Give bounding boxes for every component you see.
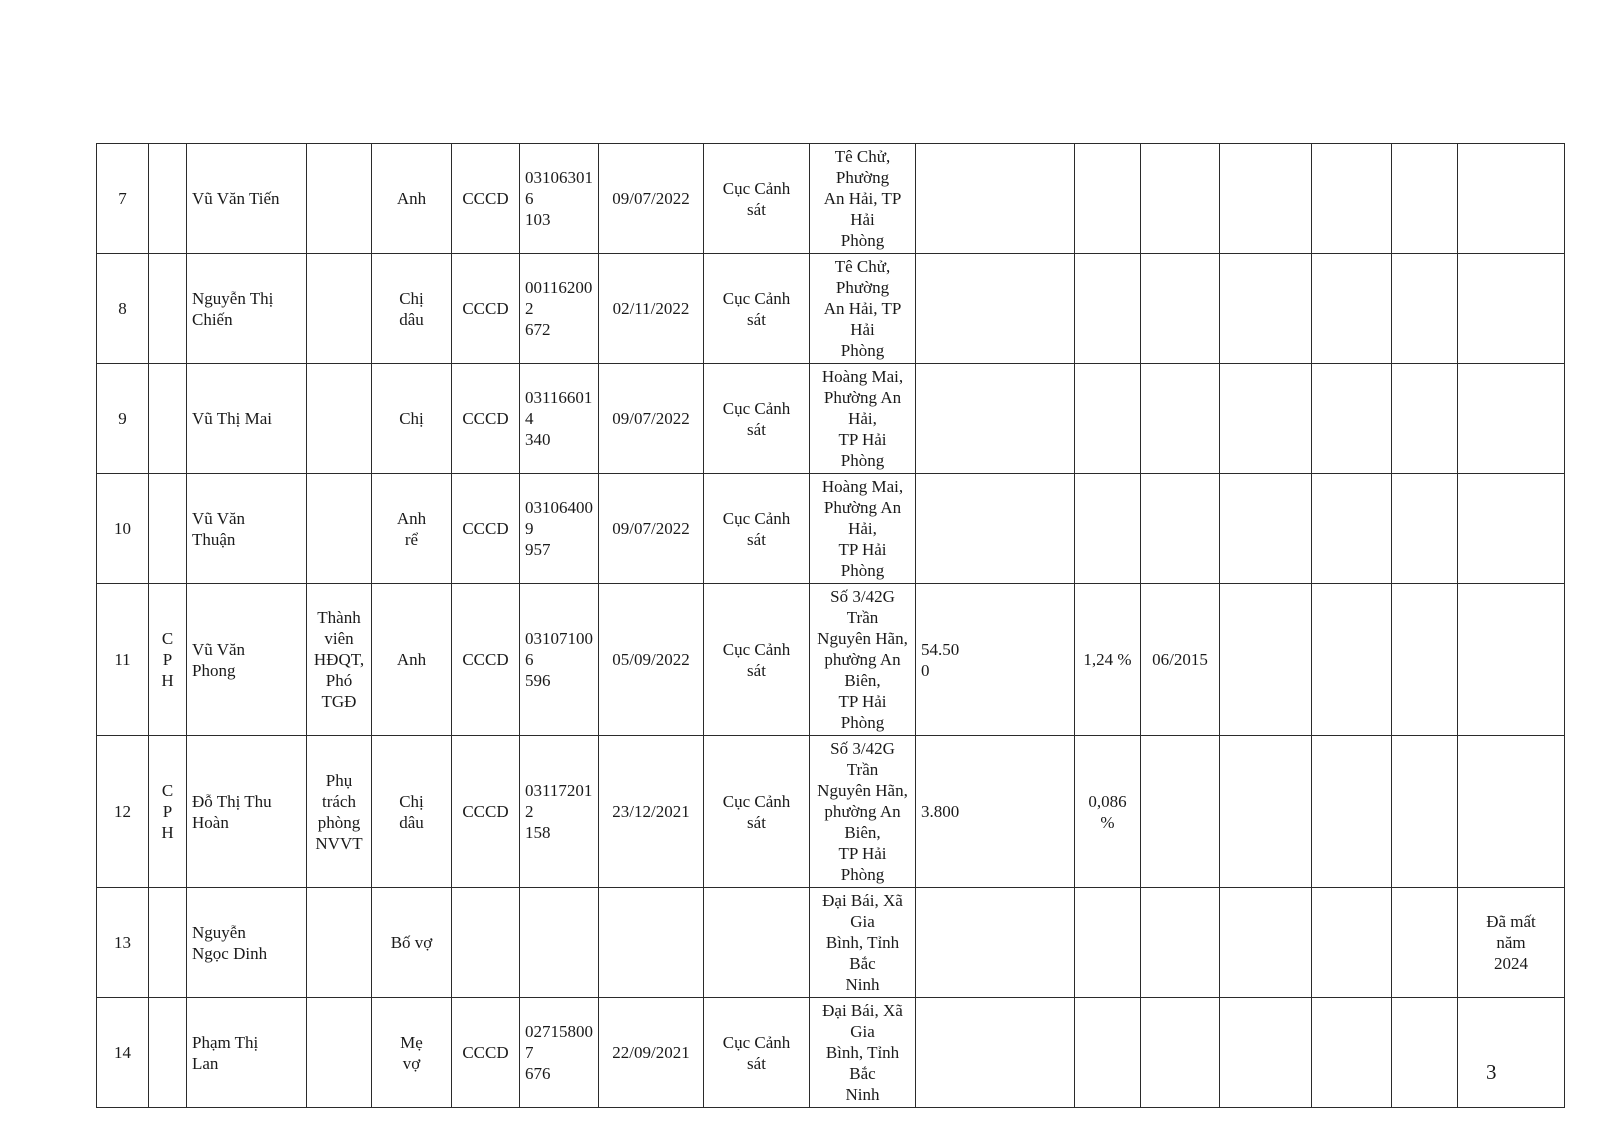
table-row — [97, 144, 1565, 254]
cell-name: Nguyễn Ngọc Dinh — [187, 888, 307, 998]
cell-issue-place: Cục Cảnh sát — [704, 254, 810, 364]
cell-since — [1141, 144, 1220, 254]
cell-doc-type: CCCD — [452, 584, 520, 736]
cell-since — [1141, 998, 1220, 1108]
cell-doc-no: 031063016 103 — [520, 144, 599, 254]
cell-extra1 — [1220, 474, 1312, 584]
cell-address: Số 3/42G Trần Nguyên Hãn, phường An Biên, TP Hải Phòng — [810, 736, 916, 888]
cell-issue-place: Cục Cảnh sát — [704, 584, 810, 736]
cell-since — [1141, 364, 1220, 474]
cell-extra2 — [1312, 584, 1392, 736]
cell-shares: 3.800 — [916, 736, 1075, 888]
cell-stt: 8 — [97, 254, 149, 364]
page-number: 3 — [1486, 1060, 1497, 1084]
cell-shares — [916, 364, 1075, 474]
cell-issue-date — [599, 888, 704, 998]
cell-doc-no: 027158007 676 — [520, 998, 599, 1108]
cell-relation: Anh — [372, 144, 452, 254]
cell-stt: 14 — [97, 998, 149, 1108]
cell-issue-place: Cục Cảnh sát — [704, 144, 810, 254]
cell-note — [1458, 474, 1565, 584]
cell-position — [307, 254, 372, 364]
cell-issue-place — [704, 888, 810, 998]
cell-doc-type — [452, 888, 520, 998]
cell-extra2 — [1312, 736, 1392, 888]
cell-note — [1458, 584, 1565, 736]
cell-extra1 — [1220, 888, 1312, 998]
cell-ratio: 1,24 % — [1075, 584, 1141, 736]
cell-ratio — [1075, 364, 1141, 474]
cell-issue-place: Cục Cảnh sát — [704, 998, 810, 1108]
cell-issue-place: Cục Cảnh sát — [704, 736, 810, 888]
cell-ratio: 0,086 % — [1075, 736, 1141, 888]
cell-position — [307, 998, 372, 1108]
cell-stt: 11 — [97, 584, 149, 736]
cell-extra1 — [1220, 998, 1312, 1108]
cell-relation: Anh — [372, 584, 452, 736]
cell-issue-date: 05/09/2022 — [599, 584, 704, 736]
cell-doc-no: 031172012 158 — [520, 736, 599, 888]
cell-org: C P H — [149, 584, 187, 736]
cell-note — [1458, 144, 1565, 254]
cell-note — [1458, 736, 1565, 888]
cell-org: C P H — [149, 736, 187, 888]
cell-issue-date: 02/11/2022 — [599, 254, 704, 364]
cell-name: Vũ Thị Mai — [187, 364, 307, 474]
cell-org — [149, 364, 187, 474]
cell-org — [149, 998, 187, 1108]
cell-doc-no: 031064009 957 — [520, 474, 599, 584]
cell-stt: 13 — [97, 888, 149, 998]
cell-org — [149, 888, 187, 998]
cell-name: Vũ Văn Thuận — [187, 474, 307, 584]
cell-issue-place: Cục Cảnh sát — [704, 364, 810, 474]
cell-since — [1141, 254, 1220, 364]
cell-name: Vũ Văn Phong — [187, 584, 307, 736]
cell-shares — [916, 144, 1075, 254]
cell-extra1 — [1220, 364, 1312, 474]
cell-note: Đã mất năm 2024 — [1458, 888, 1565, 998]
cell-stt: 10 — [97, 474, 149, 584]
cell-blank — [1392, 998, 1458, 1108]
cell-stt: 7 — [97, 144, 149, 254]
cell-blank — [1392, 736, 1458, 888]
cell-blank — [1392, 364, 1458, 474]
cell-doc-type: CCCD — [452, 474, 520, 584]
cell-relation: Anh rể — [372, 474, 452, 584]
cell-relation: Chị — [372, 364, 452, 474]
cell-doc-type: CCCD — [452, 998, 520, 1108]
cell-address: Hoàng Mai, Phường An Hải, TP Hải Phòng — [810, 364, 916, 474]
table-row — [97, 888, 1565, 998]
cell-extra1 — [1220, 584, 1312, 736]
shareholder-relations-table — [96, 143, 1565, 1108]
cell-issue-date: 09/07/2022 — [599, 144, 704, 254]
cell-relation: Chị dâu — [372, 254, 452, 364]
cell-org — [149, 254, 187, 364]
cell-ratio — [1075, 144, 1141, 254]
cell-blank — [1392, 144, 1458, 254]
table-row — [97, 254, 1565, 364]
cell-position — [307, 144, 372, 254]
cell-address: Tê Chử, Phường An Hải, TP Hải Phòng — [810, 144, 916, 254]
cell-extra2 — [1312, 254, 1392, 364]
cell-extra1 — [1220, 736, 1312, 888]
cell-extra2 — [1312, 144, 1392, 254]
cell-doc-no — [520, 888, 599, 998]
cell-issue-date: 09/07/2022 — [599, 474, 704, 584]
table-row — [97, 584, 1565, 736]
table-row — [97, 364, 1565, 474]
cell-position — [307, 364, 372, 474]
cell-blank — [1392, 254, 1458, 364]
cell-extra2 — [1312, 364, 1392, 474]
cell-relation: Bố vợ — [372, 888, 452, 998]
cell-issue-place: Cục Cảnh sát — [704, 474, 810, 584]
cell-extra2 — [1312, 888, 1392, 998]
cell-relation: Mẹ vợ — [372, 998, 452, 1108]
table-body — [97, 144, 1565, 1108]
cell-extra2 — [1312, 998, 1392, 1108]
cell-org — [149, 474, 187, 584]
cell-extra2 — [1312, 474, 1392, 584]
cell-since — [1141, 736, 1220, 888]
cell-name: Nguyễn Thị Chiến — [187, 254, 307, 364]
cell-shares — [916, 888, 1075, 998]
cell-name: Phạm Thị Lan — [187, 998, 307, 1108]
cell-doc-no: 031071006 596 — [520, 584, 599, 736]
cell-shares: 54.50 0 — [916, 584, 1075, 736]
cell-issue-date: 22/09/2021 — [599, 998, 704, 1108]
cell-position — [307, 888, 372, 998]
cell-relation: Chị dâu — [372, 736, 452, 888]
cell-address: Số 3/42G Trần Nguyên Hãn, phường An Biên, TP Hải Phòng — [810, 584, 916, 736]
cell-name: Vũ Văn Tiến — [187, 144, 307, 254]
cell-doc-no: 001162002 672 — [520, 254, 599, 364]
cell-doc-no: 031166014 340 — [520, 364, 599, 474]
cell-doc-type: CCCD — [452, 736, 520, 888]
cell-address: Tê Chử, Phường An Hải, TP Hải Phòng — [810, 254, 916, 364]
cell-ratio — [1075, 254, 1141, 364]
table-row — [97, 474, 1565, 584]
cell-ratio — [1075, 888, 1141, 998]
cell-shares — [916, 998, 1075, 1108]
cell-doc-type: CCCD — [452, 144, 520, 254]
cell-address: Hoàng Mai, Phường An Hải, TP Hải Phòng — [810, 474, 916, 584]
cell-since — [1141, 474, 1220, 584]
table-row — [97, 736, 1565, 888]
cell-extra1 — [1220, 254, 1312, 364]
cell-doc-type: CCCD — [452, 364, 520, 474]
cell-issue-date: 09/07/2022 — [599, 364, 704, 474]
table-row — [97, 998, 1565, 1108]
cell-note — [1458, 998, 1565, 1108]
cell-position: Thành viên HĐQT, Phó TGĐ — [307, 584, 372, 736]
cell-blank — [1392, 888, 1458, 998]
cell-position: Phụ trách phòng NVVT — [307, 736, 372, 888]
cell-shares — [916, 474, 1075, 584]
cell-address: Đại Bái, Xã Gia Bình, Tỉnh Bắc Ninh — [810, 998, 916, 1108]
cell-address: Đại Bái, Xã Gia Bình, Tỉnh Bắc Ninh — [810, 888, 916, 998]
cell-ratio — [1075, 474, 1141, 584]
cell-stt: 9 — [97, 364, 149, 474]
cell-blank — [1392, 474, 1458, 584]
cell-issue-date: 23/12/2021 — [599, 736, 704, 888]
cell-since — [1141, 888, 1220, 998]
cell-blank — [1392, 584, 1458, 736]
cell-extra1 — [1220, 144, 1312, 254]
cell-since: 06/2015 — [1141, 584, 1220, 736]
cell-note — [1458, 364, 1565, 474]
cell-shares — [916, 254, 1075, 364]
cell-ratio — [1075, 998, 1141, 1108]
cell-stt: 12 — [97, 736, 149, 888]
cell-note — [1458, 254, 1565, 364]
cell-name: Đỗ Thị Thu Hoàn — [187, 736, 307, 888]
cell-position — [307, 474, 372, 584]
cell-doc-type: CCCD — [452, 254, 520, 364]
cell-org — [149, 144, 187, 254]
